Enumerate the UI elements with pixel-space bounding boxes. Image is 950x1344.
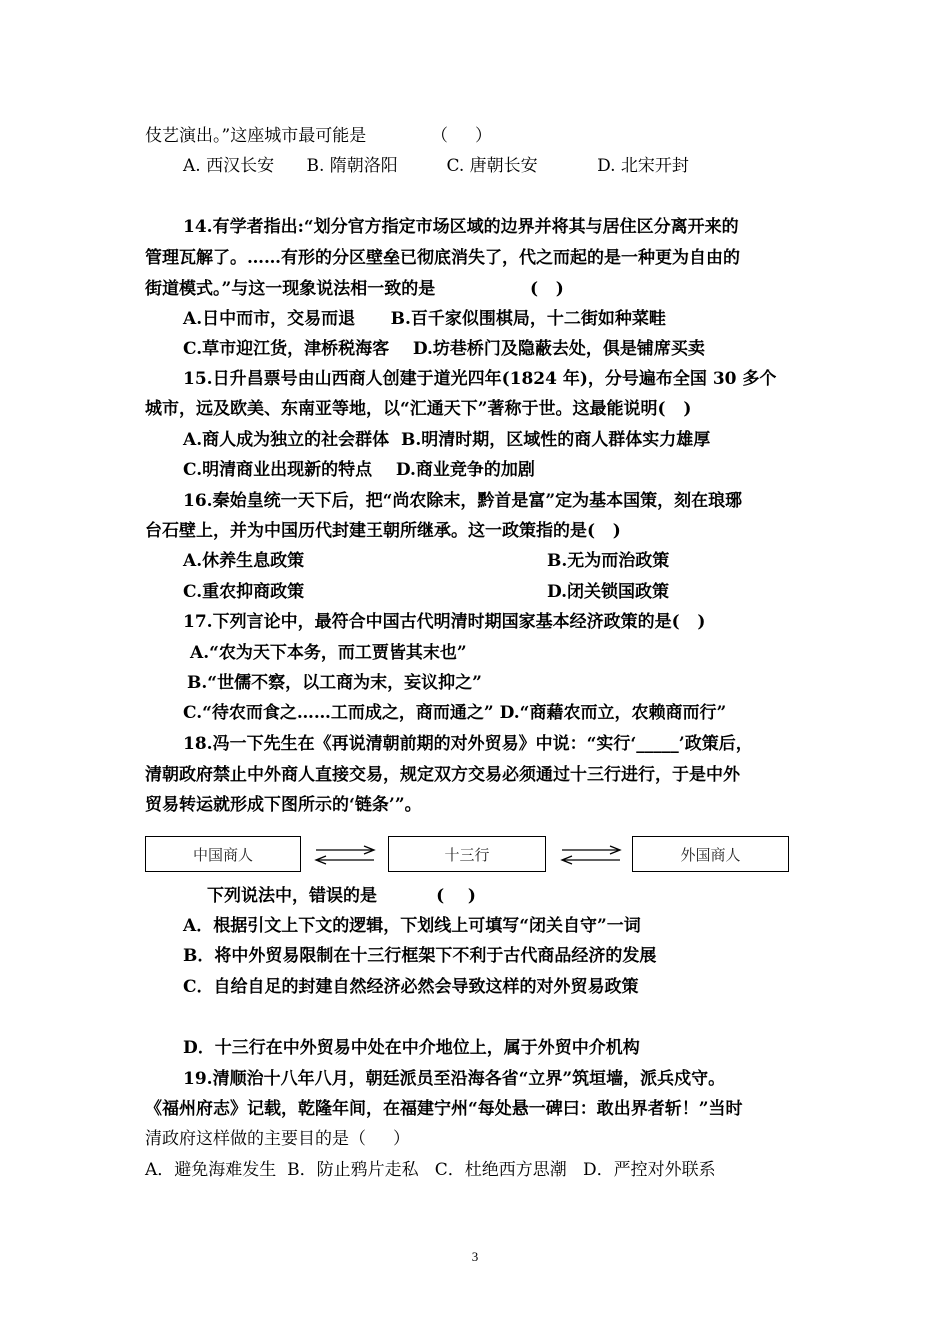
- q16-stem-line1: 16.秦始皇统一天下后，把“尚农除末，黔首是富”定为基本国策，刻在琅琊: [183, 491, 743, 511]
- q18-question-stem: 下列说法中，错误的是 ( ): [207, 886, 476, 906]
- q18-option-d: D．十三行在中外贸易中处在中介地位上，属于外贸中介机构: [183, 1038, 640, 1058]
- double-arrow-icon: [312, 840, 378, 870]
- q19-options: A．避免海难发生 B．防止鸦片走私 C．杜绝西方思潮 D．严控对外联系: [145, 1160, 716, 1180]
- q16-option-d: D.闭关锁国政策: [547, 582, 670, 602]
- q15-options-ab: A.商人成为独立的社会群体 B.明清时期，区域性的商人群体实力雄厚: [183, 430, 711, 450]
- q14-stem-line3: 街道模式。”与这一现象说法相一致的是 ( ): [145, 279, 564, 299]
- q18-option-b: B．将中外贸易限制在十三行框架下不利于古代商品经济的发展: [183, 946, 657, 966]
- diagram-box-chinese-merchants: 中国商人: [145, 836, 301, 872]
- q19-stem-line1: 19.清顺治十八年八月，朝廷派员至沿海各省“立界”筑垣墙，派兵戍守。: [183, 1069, 726, 1089]
- double-arrow-icon: [558, 840, 624, 870]
- page-number: 3: [471, 1249, 479, 1264]
- q17-stem: 17.下列言论中，最符合中国古代明清时期国家基本经济政策的是( ): [183, 612, 706, 632]
- q17-option-a: A.“农为天下本务，而工贾皆其末也”: [190, 643, 467, 663]
- q15-options-cd: C.明清商业出现新的特点 D.商业竞争的加剧: [183, 460, 535, 480]
- diagram-box-thirteen-hongs: 十三行: [388, 836, 546, 872]
- q18-stem-line1: 18.冯一下先生在《再说清朝前期的对外贸易》中说：“实行‘_____’政策后，: [183, 734, 753, 754]
- q15-stem-line1: 15.日升昌票号由山西商人创建于道光四年(1824 年)，分号遍布全国 30 多个: [183, 369, 777, 389]
- q14-options-ab: A.日中而市，交易而退 B.百千家似围棋局，十二街如种菜畦: [183, 309, 666, 329]
- q16-option-c: C.重农抑商政策: [183, 582, 305, 602]
- q16-option-a: A.休养生息政策: [183, 551, 305, 571]
- q14-options-cd: C.草市迎江货，津桥税海客 D.坊巷桥门及隐蔽去处，俱是铺席买卖: [183, 339, 705, 359]
- q13-stem-tail: 伎艺演出。”这座城市最可能是 （ ）: [145, 126, 493, 146]
- q17-options-cd: C.“待农而食之……工而成之，商而通之” D.“商藉农而立，农赖商而行”: [183, 703, 727, 723]
- q18-stem-line3: 贸易转运就形成下图所示的‘链条’”。: [145, 795, 422, 815]
- q19-stem-line2: 《福州府志》记载，乾隆年间，在福建宁州“每处悬一碑曰：敢出界者斩！”当时: [145, 1099, 743, 1119]
- q19-stem-line3: 清政府这样做的主要目的是（ ）: [145, 1129, 411, 1149]
- q17-option-b: B.“世儒不察，以工商为末，妄议抑之”: [187, 673, 482, 693]
- q13-options: A. 西汉长安 B. 隋朝洛阳 C. 唐朝长安 D. 北宋开封: [183, 156, 689, 176]
- q16-option-b: B.无为而治政策: [547, 551, 670, 571]
- q14-stem-line1: 14.有学者指出:“划分官方指定市场区域的边界并将其与居住区分离开来的: [183, 217, 739, 237]
- q18-option-c: C．自给自足的封建自然经济必然会导致这样的对外贸易政策: [183, 977, 639, 997]
- q15-stem-line2: 城市，远及欧美、东南亚等地，以“汇通天下”著称于世。这最能说明( ): [145, 399, 692, 419]
- diagram-box-foreign-merchants: 外国商人: [632, 836, 789, 872]
- q18-stem-line2: 清朝政府禁止中外商人直接交易，规定双方交易必须通过十三行进行，于是中外: [145, 765, 740, 785]
- q14-stem-line2: 管理瓦解了。……有形的分区壁垒已彻底消失了，代之而起的是一种更为自由的: [145, 248, 740, 268]
- q16-stem-line2: 台石壁上，并为中国历代封建王朝所继承。这一政策指的是( ): [145, 521, 621, 541]
- q18-option-a: A．根据引文上下文的逻辑，下划线上可填写“闭关自守”一词: [183, 916, 641, 936]
